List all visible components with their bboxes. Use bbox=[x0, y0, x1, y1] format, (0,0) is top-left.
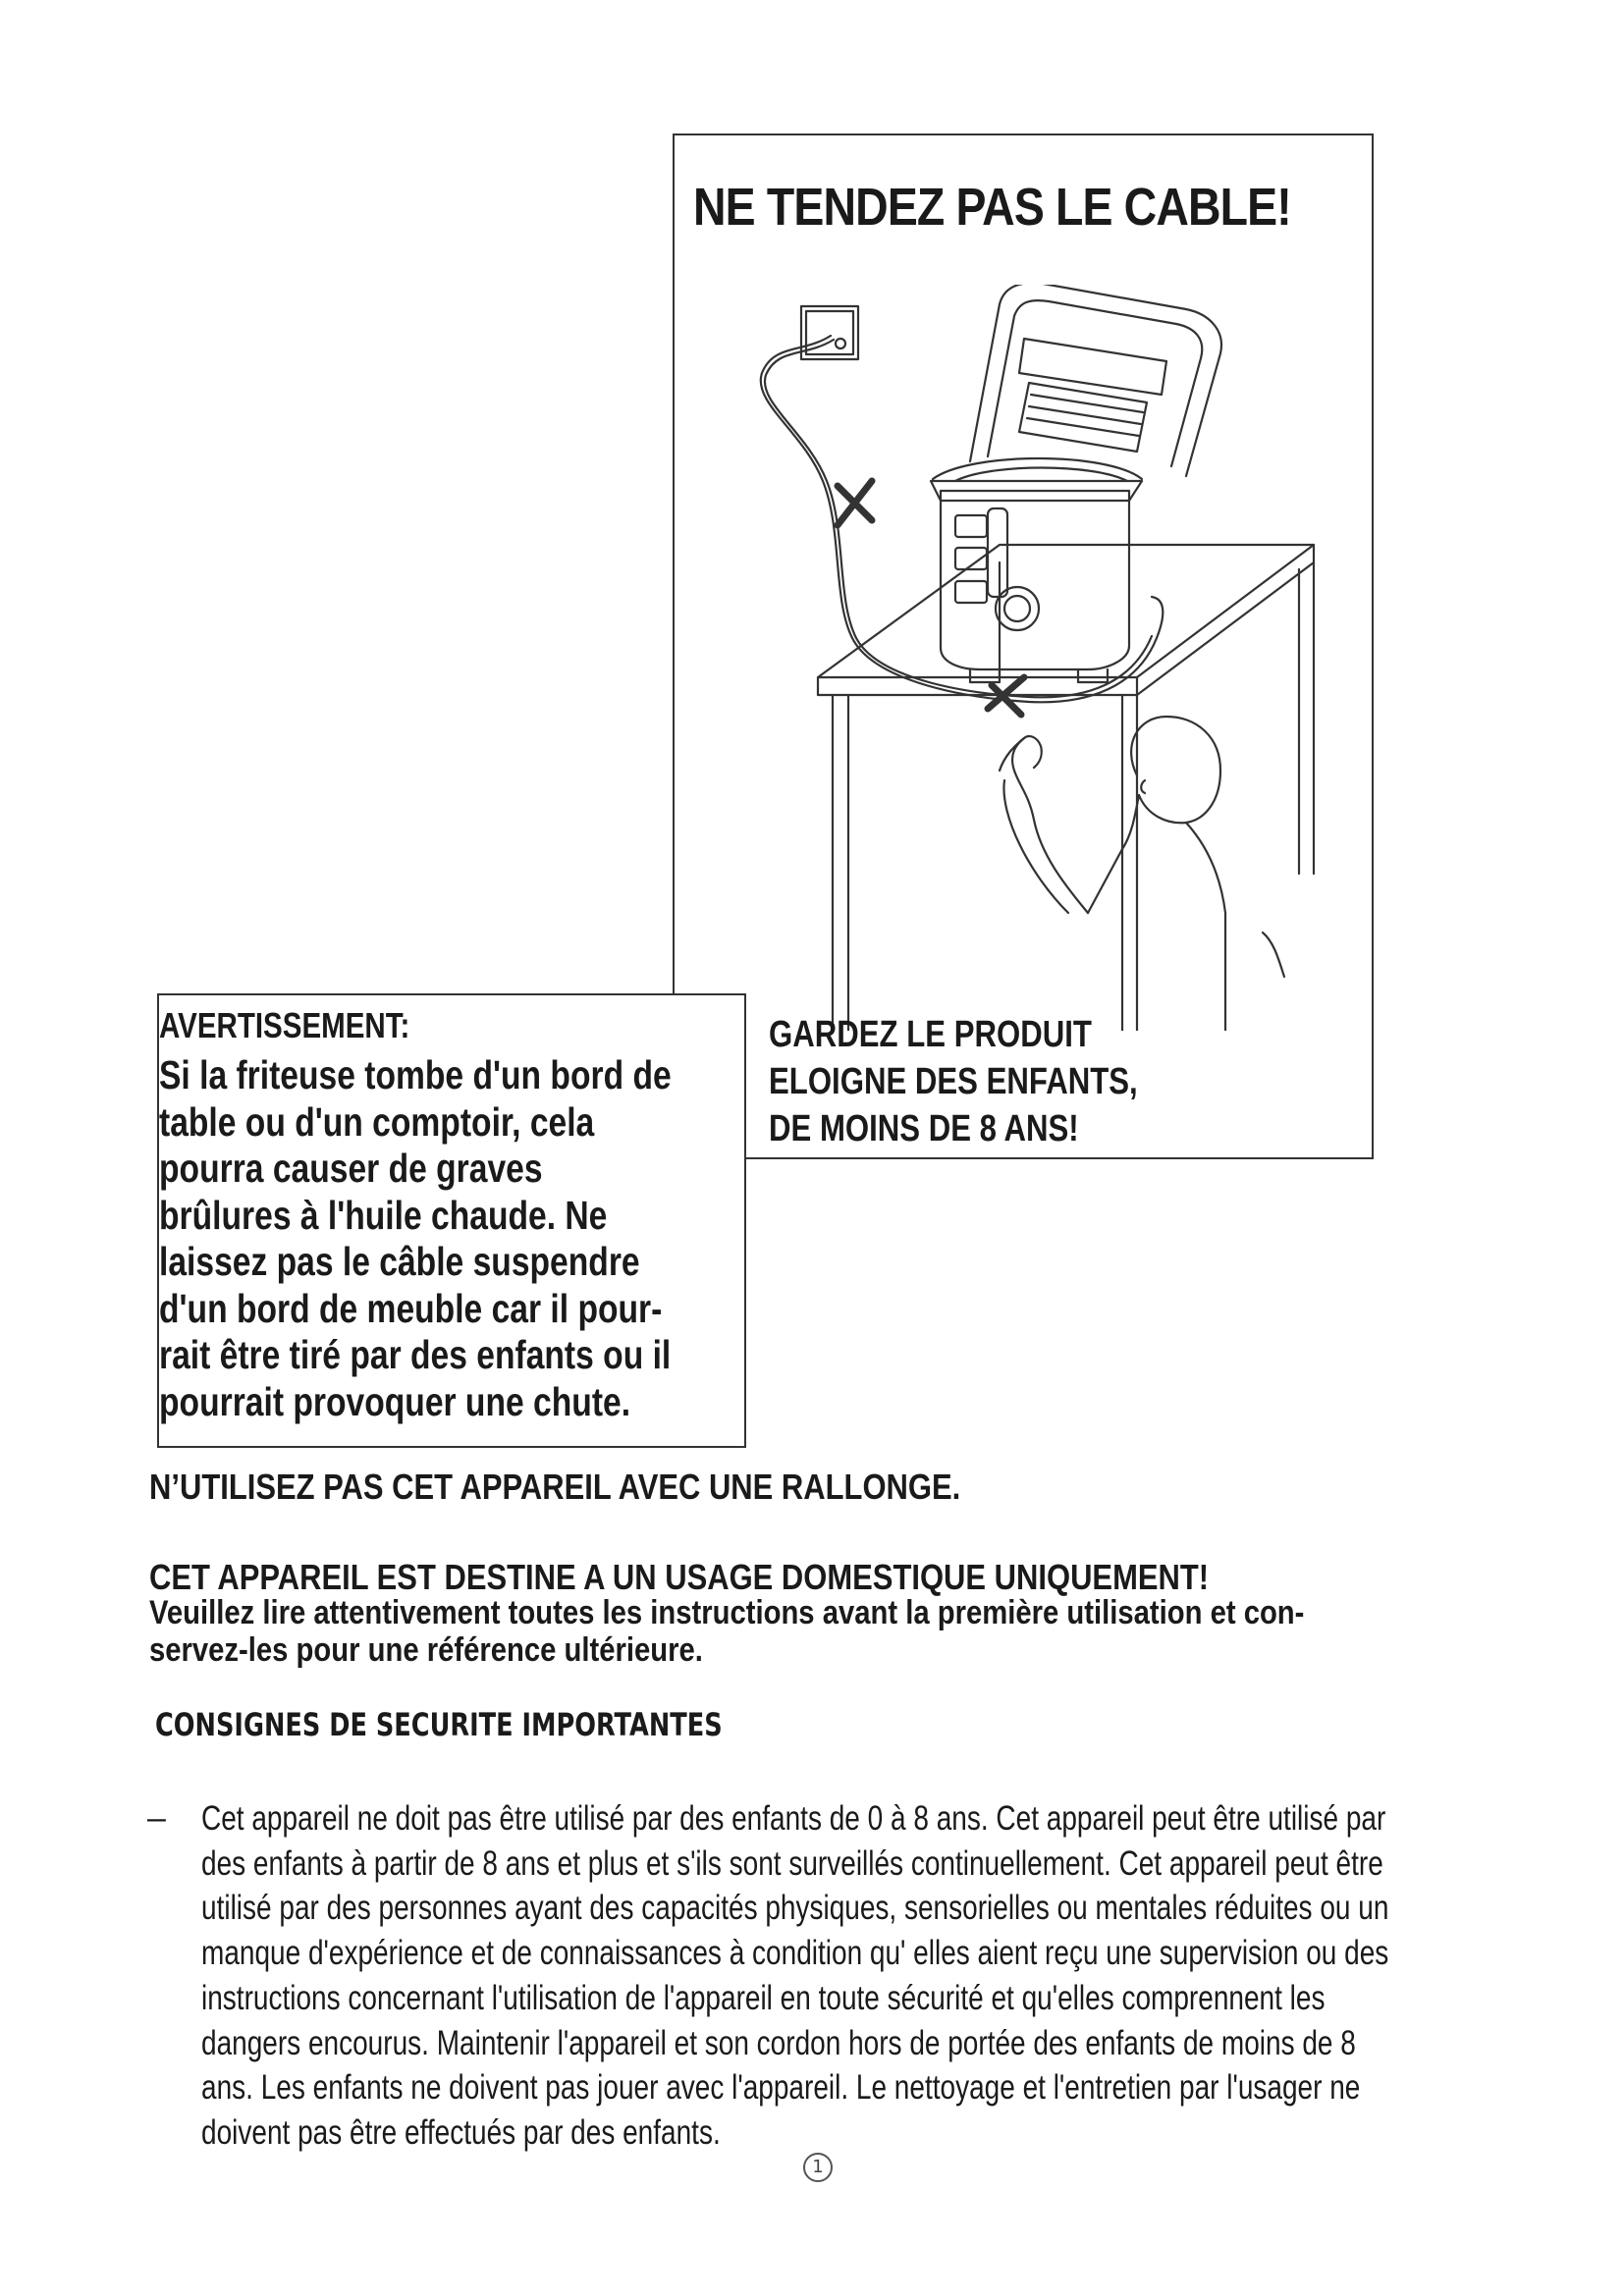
children-notice-line: DE MOINS DE 8 ANS! bbox=[769, 1108, 1079, 1149]
safety-line: doivent pas être effectués par des enfants. bbox=[201, 2112, 721, 2152]
safety-line: utilisé par des personnes ayant des capacités physiques, sensorielles ou mentales réduites ou un bbox=[201, 1889, 1389, 1928]
safety-paragraph bbox=[201, 1796, 1388, 2156]
warning-line: d'un bord de meuble car il pour- bbox=[159, 1285, 663, 1331]
illustration-title: NE TENDEZ PAS LE CABLE! bbox=[693, 178, 1291, 237]
safety-line: manque d'expérience et de connaissances à condition qu' elles aient reçu une supervision ou des bbox=[201, 1934, 1389, 1973]
warning-text bbox=[159, 1052, 738, 1425]
warning-line: rait être tiré par des enfants ou il bbox=[159, 1332, 672, 1377]
child-figure bbox=[1000, 717, 1284, 1031]
extension-notice: N’UTILISEZ PAS CET APPAREIL AVEC UNE RALLONGE. bbox=[149, 1467, 961, 1507]
table bbox=[818, 545, 1314, 1031]
warning-line: pourrait provoquer une chute. bbox=[159, 1378, 631, 1424]
warning-line: brûlures à l'huile chaude. Ne bbox=[159, 1192, 608, 1238]
fryer bbox=[931, 285, 1221, 682]
fryer-illustration bbox=[676, 285, 1371, 1031]
children-notice-line: ELOIGNE DES ENFANTS, bbox=[769, 1061, 1138, 1102]
warning-line: pourra causer de graves bbox=[159, 1146, 543, 1191]
safety-line: Cet appareil ne doit pas être utilisé par des enfants de 0 à 8 ans. Cet appareil peut être utilisé par bbox=[201, 1799, 1386, 1838]
instructions-line: servez-les pour une référence ultérieure. bbox=[149, 1631, 703, 1669]
safety-line: dangers encourus. Maintenir l'appareil et son cordon hors de portée des enfants de moins de 8 bbox=[201, 2023, 1356, 2062]
safety-line: des enfants à partir de 8 ans et plus et s'ils sont surveillés continuellement. Cet appareil peut être bbox=[201, 1843, 1383, 1883]
children-notice bbox=[769, 1011, 1138, 1152]
warning-heading: AVERTISSEMENT: bbox=[159, 1005, 410, 1045]
safety-line: ans. Les enfants ne doivent pas jouer avec l'appareil. Le nettoyage et l'entretien par l'usager ne bbox=[201, 2068, 1361, 2108]
bullet-dash: – bbox=[147, 1799, 166, 1837]
wall-socket-icon bbox=[801, 306, 858, 359]
domestic-use-notice: CET APPAREIL EST DESTINE A UN USAGE DOMESTIQUE UNIQUEMENT! bbox=[149, 1557, 1210, 1597]
instructions-line: Veuillez lire attentivement toutes les instructions avant la première utilisation et con- bbox=[149, 1594, 1305, 1631]
power-cable bbox=[761, 336, 1164, 702]
page-number: 1 bbox=[803, 2153, 833, 2182]
warning-line: laissez pas le câble suspendre bbox=[159, 1239, 640, 1284]
section-title: CONSIGNES DE SECURITE IMPORTANTES bbox=[155, 1706, 723, 1743]
warning-line: table ou d'un comptoir, cela bbox=[159, 1098, 595, 1145]
children-notice-line: GARDEZ LE PRODUIT bbox=[769, 1014, 1092, 1055]
instructions-text bbox=[149, 1594, 1304, 1669]
warning-line: Si la friteuse tombe d'un bord de bbox=[159, 1052, 672, 1097]
safety-line: instructions concernant l'utilisation de l'appareil en toute sécurité et qu'elles comprennent les bbox=[201, 1978, 1326, 2017]
